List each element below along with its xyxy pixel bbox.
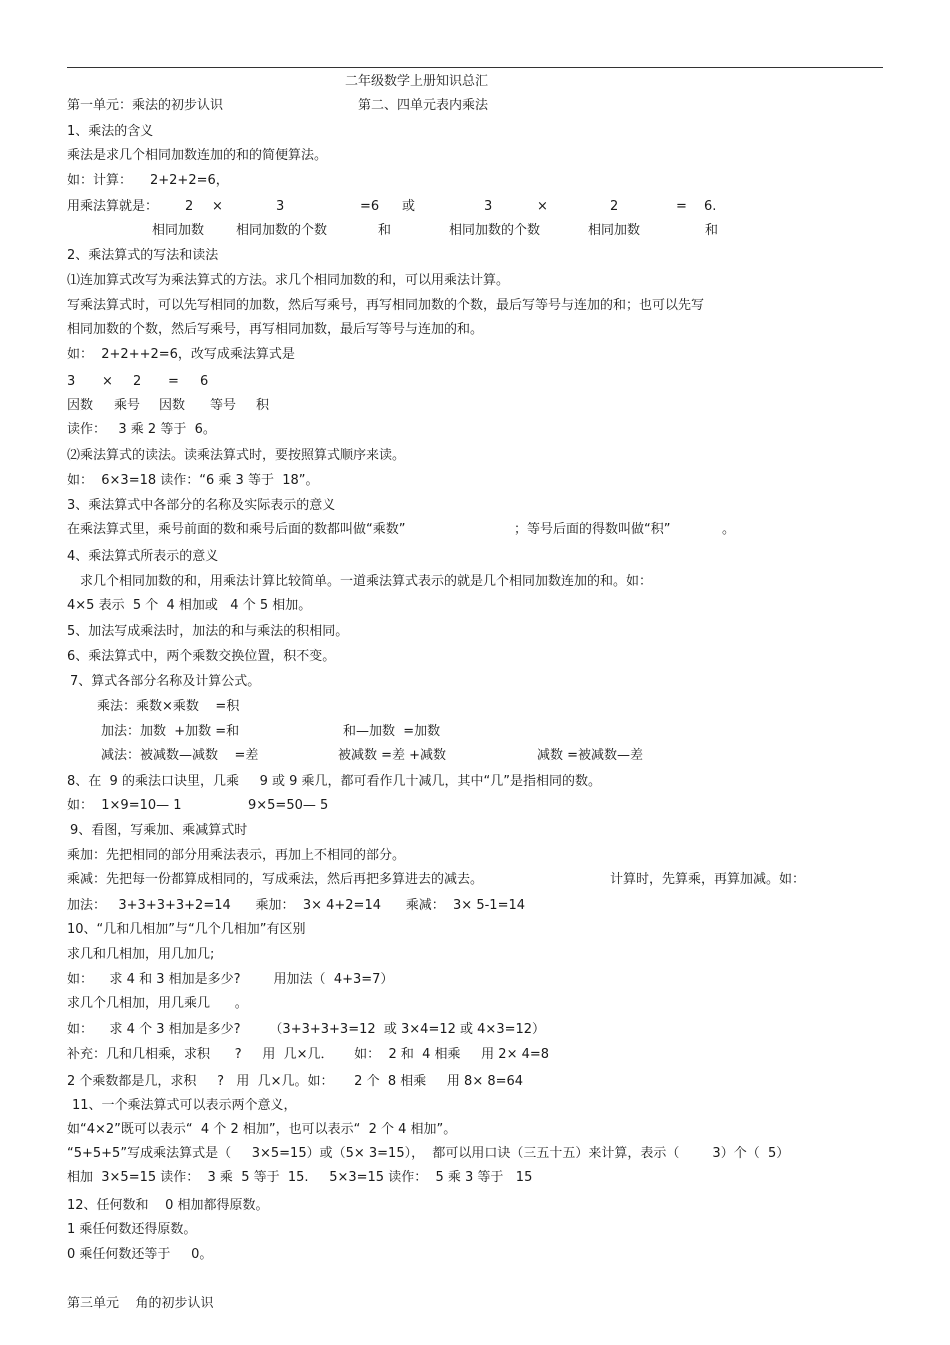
s9-text: 计算时，先算乘，再算加减。如：: [610, 872, 806, 887]
s1-row-b-item: 相同加数: [152, 223, 205, 238]
s7-formula: 减法：被减数—减数 =差: [101, 748, 259, 763]
s1-row-b-item: 相同加数: [588, 223, 641, 238]
s2-equation-item: ×: [102, 374, 113, 389]
s1-definition: 乘法是求几个相同加数连加的和的简便算法。: [67, 148, 328, 163]
s3-heading: 3、乘法算式中各部分的名称及实际表示的意义: [67, 498, 336, 513]
s2-paragraph: ⑴连加算式改写为乘法算式的方法。求几个相同加数的和，可以用乘法计算。: [67, 273, 510, 288]
s7-formula: 加法：加数 +加数 =和: [101, 724, 240, 739]
s10-text: 如： 求 4 个 3 相加是多少? （3+3+3+3=12 或 3×4=12 或 4×3=12）: [67, 1022, 546, 1037]
s1-row-a-item: 2: [185, 199, 194, 214]
s1-heading: 1、乘法的含义: [67, 124, 154, 139]
s2-name-item: 等号: [210, 398, 237, 413]
s9-text: 乘减：先把每一份都算成相同的，写成乘法，然后再把多算进去的减去。: [67, 872, 484, 887]
s11-text: 如“4×2”既可以表示“ 4 个 2 相加”，也可以表示“ 2 个 4 相加”。: [67, 1122, 457, 1137]
s8-example: 9×5=50— 5: [248, 798, 329, 813]
s1-row-a-item: 6.: [704, 199, 717, 214]
header-rule: [67, 67, 883, 68]
s4-heading: 4、乘法算式所表示的意义: [67, 549, 219, 564]
s12-text: 1 乘任何数还得原数。: [67, 1222, 197, 1237]
s4-text: 求几个相同加数的和，用乘法计算比较简单。一道乘法算式表示的就是几个相同加数连加的和。如：: [80, 574, 653, 589]
s1-example-label: 如：计算：: [67, 173, 133, 188]
s12-text: 0 乘任何数还等于 0。: [67, 1247, 213, 1262]
s9-example: 加法： 3+3+3+3+2=14 乘加： 3× 4+2=14 乘减： 3× 5-1=14: [67, 898, 526, 913]
s2-paragraph: 相同加数的个数，然后写乘号，再写相同加数，最后写等号与连加的和。: [67, 322, 484, 337]
s1-row-a-item: ×: [212, 199, 223, 214]
s2-equation-item: 6: [200, 374, 209, 389]
s9-heading: 9、看图，写乘加、乘减算式时: [70, 823, 248, 838]
s1-calc-label: 用乘法算就是：: [67, 199, 159, 214]
s2-equation-item: =: [168, 374, 179, 389]
s7-formula: 被减数 =差 +减数: [338, 748, 447, 763]
s8-heading: 8、在 9 的乘法口诀里，几乘 9 或 9 乘几，都可看作几十减几，其中“几”是指相同的数。: [67, 774, 602, 789]
s1-row-a-item: =: [676, 199, 687, 214]
s7-heading: 7、算式各部分名称及计算公式。: [70, 674, 261, 689]
page-title: 二年级数学上册知识总汇: [345, 74, 489, 89]
s11-heading: 11、一个乘法算式可以表示两个意义，: [72, 1098, 297, 1113]
s1-row-a-item: 3: [484, 199, 493, 214]
s7-formula: 减数 =被减数—差: [537, 748, 644, 763]
s7-formula: 乘法：乘数×乘数 =积: [97, 699, 240, 714]
unit2-heading: 第二、四单元表内乘法: [358, 98, 489, 113]
s10-heading: 10、“几和几相加”与“几个几相加”有区别: [67, 922, 306, 937]
s1-row-a-item: 2: [610, 199, 619, 214]
s1-example-expr: 2+2+2=6，: [150, 173, 229, 188]
s2-name-item: 因数: [67, 398, 94, 413]
s2-equation-item: 2: [133, 374, 142, 389]
s2-example: 如： 2+2++2=6，改写成乘法算式是: [67, 347, 295, 362]
s3-text: 。: [722, 522, 736, 537]
s1-row-a-item: =6: [360, 199, 380, 214]
s1-row-b-item: 相同加数的个数: [236, 223, 328, 238]
s6-text: 6、乘法算式中，两个乘数交换位置，积不变。: [67, 649, 336, 664]
s2-example: 如： 6×3=18 读作：“6 乘 3 等于 18”。: [67, 473, 319, 488]
s10-text: 2 个乘数都是几，求积 ? 用 几×几。如： 2 个 8 相乘 用 8× 8=64: [67, 1074, 524, 1089]
s5-text: 5、加法写成乘法时，加法的和与乘法的积相同。: [67, 624, 349, 639]
s2-equation-item: 3: [67, 374, 76, 389]
s7-formula: 和—加数 =加数: [343, 724, 441, 739]
s11-text: “5+5+5”写成乘法算式是（ 3×5=15）或（5× 3=15）， 都可以用口诀（三五十五）来计算，表示（ 3）个（ 5）: [67, 1146, 790, 1161]
unit1-heading: 第一单元：乘法的初步认识: [67, 98, 224, 113]
s12-heading: 12、任何数和 0 相加都得原数。: [67, 1198, 269, 1213]
s1-row-b-item: 相同加数的个数: [449, 223, 541, 238]
s2-paragraph: ⑵乘法算式的读法。读乘法算式时，要按照算式顺序来读。: [67, 448, 406, 463]
s1-row-b-item: 和: [378, 223, 392, 238]
s2-read: 读作： 3 乘 2 等于 6。: [67, 422, 216, 437]
s3-text: 在乘法算式里，乘号前面的数和乘号后面的数都叫做“乘数”: [67, 522, 406, 537]
s1-row-a-item: 或: [402, 199, 416, 214]
s4-text: 4×5 表示 5 个 4 相加或 4 个 5 相加。: [67, 598, 312, 613]
s11-text: 相加 3×5=15 读作： 3 乘 5 等于 15. 5×3=15 读作： 5 乘 3 等于 15: [67, 1170, 533, 1185]
s2-name-item: 因数: [159, 398, 186, 413]
s2-name-item: 乘号: [114, 398, 141, 413]
s1-row-a-item: ×: [537, 199, 548, 214]
s2-paragraph: 写乘法算式时，可以先写相同的加数，然后写乘号，再写相同加数的个数，最后写等号与连加的和；也可以先写: [67, 298, 705, 313]
s10-text: 如： 求 4 和 3 相加是多少? 用加法（ 4+3=7）: [67, 972, 394, 987]
s1-row-b-item: 和: [705, 223, 719, 238]
s3-text: ；等号后面的得数叫做“积”: [514, 522, 671, 537]
s2-name-item: 积: [256, 398, 270, 413]
s9-text: 乘加：先把相同的部分用乘法表示，再加上不相同的部分。: [67, 848, 406, 863]
s10-text: 补充：几和几相乘，求积 ? 用 几×几． 如： 2 和 4 相乘 用 2× 4=8: [67, 1047, 550, 1062]
s1-row-a-item: 3: [276, 199, 285, 214]
s8-example: 如： 1×9=10— 1: [67, 798, 182, 813]
unit3-heading: 第三单元 角的初步认识: [67, 1296, 214, 1311]
s10-text: 求几个几相加，用几乘几 。: [67, 996, 248, 1011]
s10-text: 求几和几相加，用几加几;: [67, 947, 215, 962]
s2-heading: 2、乘法算式的写法和读法: [67, 248, 219, 263]
